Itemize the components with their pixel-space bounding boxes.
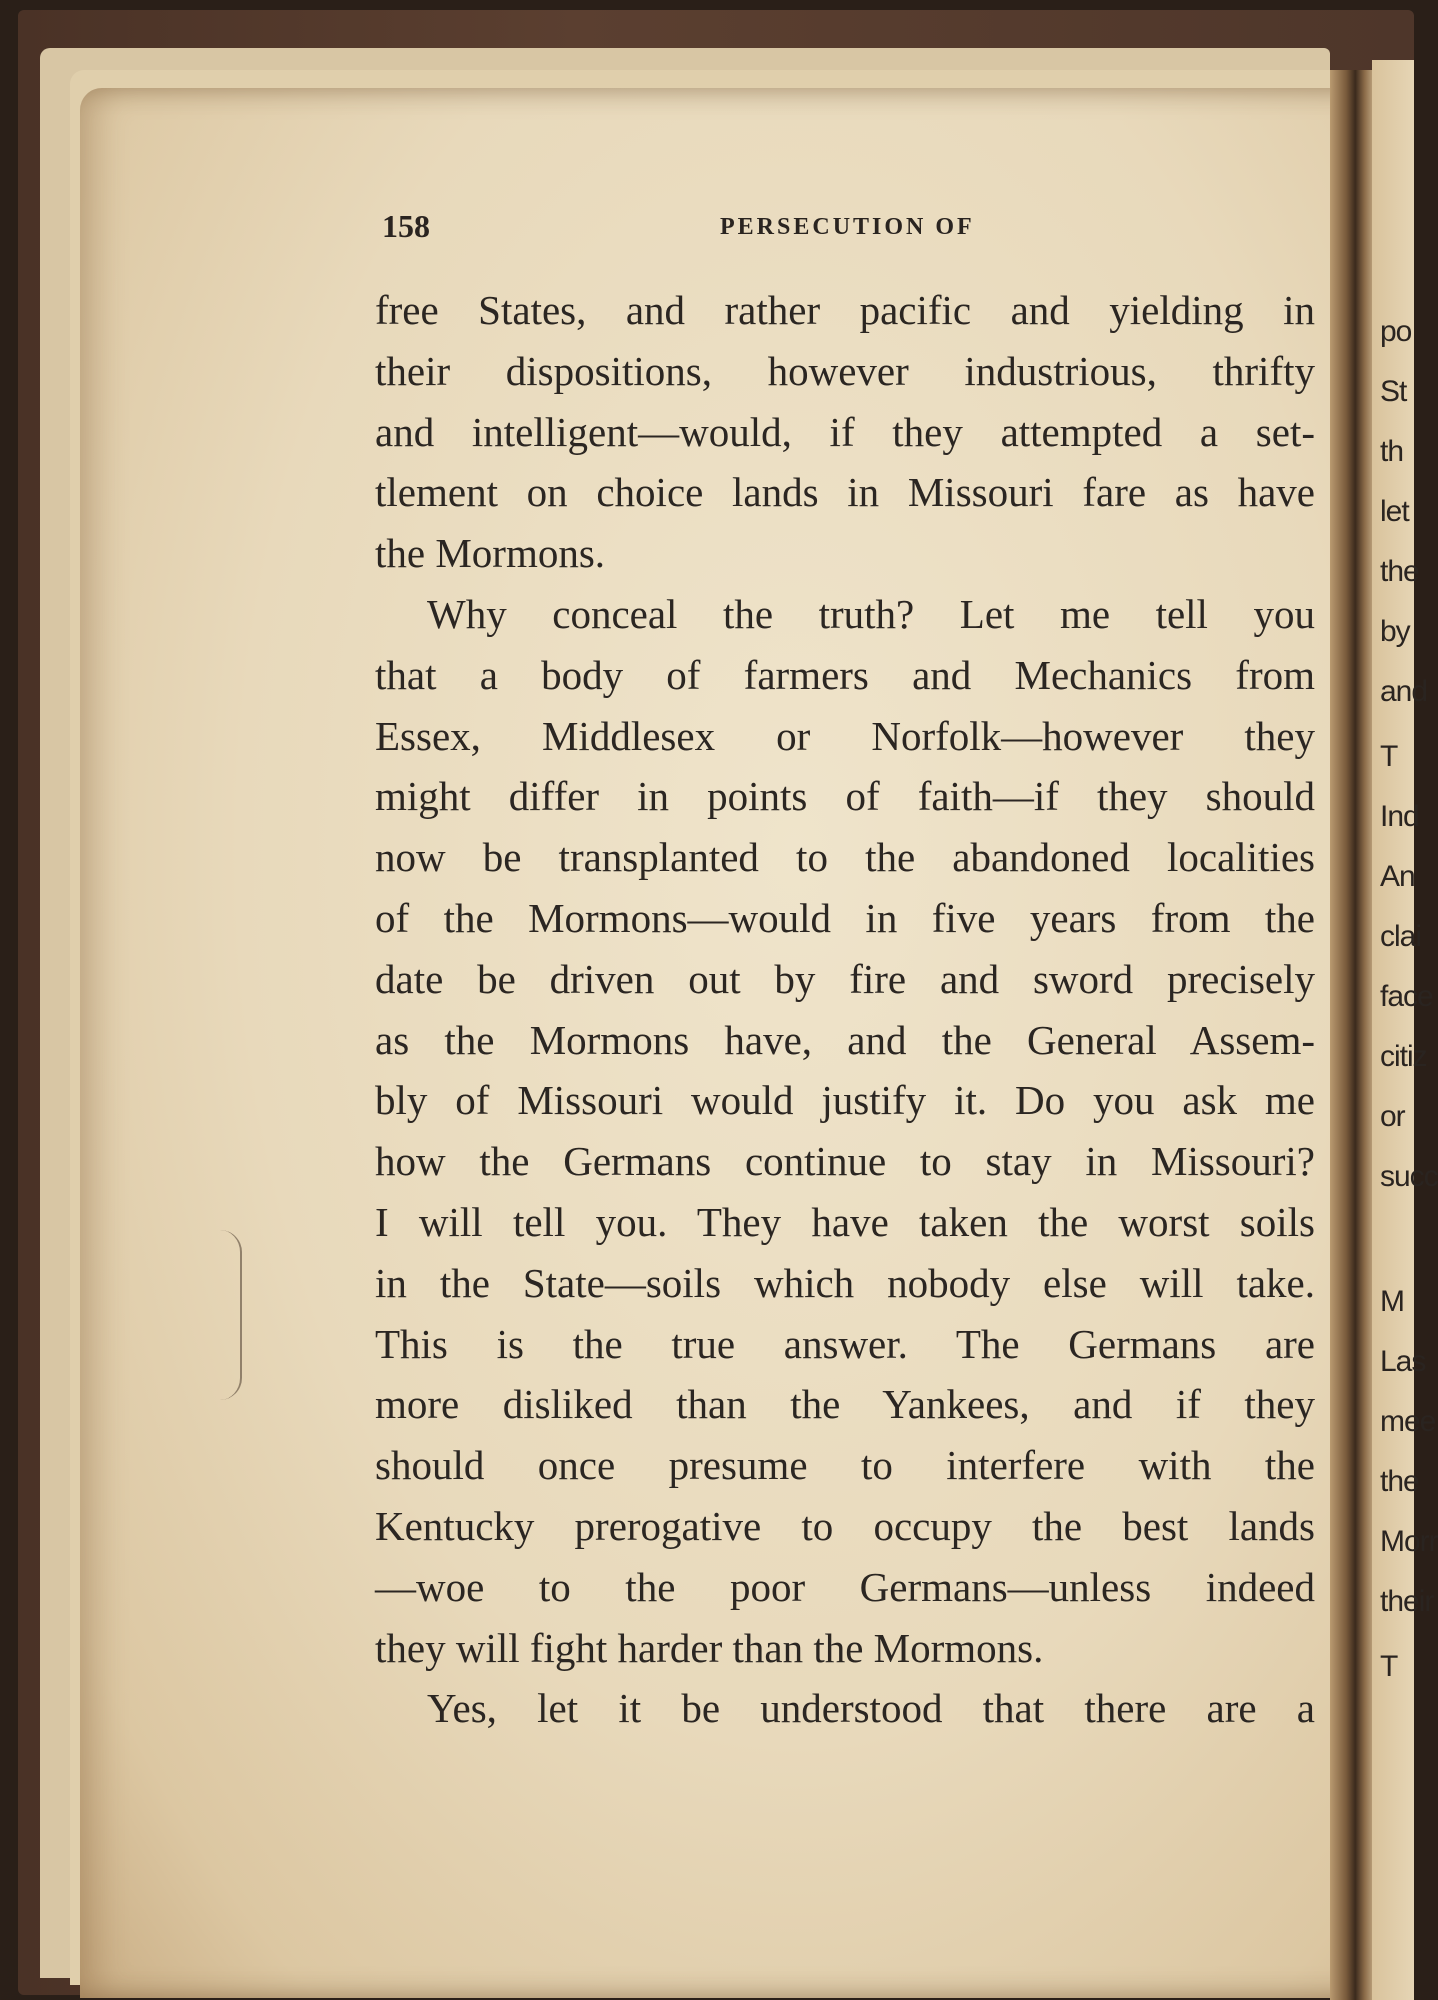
text-line: they will fight harder than the Mormons.: [375, 1624, 1044, 1671]
next-page-fragment: succ: [1380, 1160, 1438, 1193]
page-header: [382, 208, 1382, 248]
next-page-fragment: T: [1380, 1650, 1398, 1683]
next-page-fragment: St: [1380, 375, 1407, 408]
text-line: more disliked than the Yankees, and if they: [375, 1381, 1315, 1428]
next-page-fragment: the: [1380, 555, 1419, 588]
text-line: This is the true answer. The Germans are: [375, 1320, 1315, 1367]
text-line: free States, and rather pacific and yielding in: [375, 287, 1315, 333]
next-page-fragment: clai: [1380, 920, 1422, 953]
next-page-fragment: An: [1380, 860, 1415, 893]
next-page-fragment: Ind: [1380, 800, 1419, 833]
text-line: the Mormons.: [375, 530, 606, 577]
text-line: now be transplanted to the abandoned localities: [375, 834, 1315, 881]
text-line: in the State—soils which nobody else will take.: [375, 1259, 1315, 1306]
next-page-fragment: M: [1380, 1285, 1404, 1318]
text-line: might differ in points of faith—if they should: [375, 773, 1315, 820]
next-page-fragment: and: [1380, 675, 1428, 708]
next-page-sliver: [1372, 60, 1438, 2000]
text-line: date be driven out by fire and sword precisely: [375, 955, 1315, 1002]
text-line: and intelligent—would, if they attempted a set-: [375, 408, 1315, 455]
next-page-fragment: Las: [1380, 1345, 1426, 1378]
text-line: bly of Missouri would justify it. Do you ask me: [375, 1077, 1315, 1124]
text-line: —woe to the poor Germans—unless indeed: [375, 1563, 1315, 1610]
text-line: Kentucky prerogative to occupy the best lands: [375, 1502, 1315, 1549]
next-page-fragment: citiz: [1380, 1040, 1427, 1073]
text-line: of the Mormons—would in five years from the: [375, 894, 1315, 941]
text-line: how the Germans continue to stay in Missouri?: [375, 1138, 1315, 1185]
body-text: [375, 280, 1315, 1739]
next-page-fragment: face: [1380, 980, 1433, 1013]
text-line: tlement on choice lands in Missouri fare as have: [375, 469, 1315, 516]
next-page-fragment: T: [1380, 740, 1398, 773]
page-number: 158: [382, 208, 430, 244]
text-line: Why conceal the truth? Let me tell you: [427, 590, 1315, 637]
page-edge-mark: [220, 1230, 242, 1400]
next-page-fragment: po: [1380, 315, 1412, 348]
next-page-fragment: by: [1380, 615, 1410, 648]
next-page-fragment: Morr: [1380, 1525, 1438, 1558]
text-line: should once presume to interfere with the: [375, 1442, 1315, 1489]
next-page-fragment: their: [1380, 1585, 1434, 1618]
next-page-fragment: or: [1380, 1100, 1405, 1133]
text-line: I will tell you. They have taken the worst soils: [375, 1198, 1315, 1245]
next-page-fragment: th: [1380, 435, 1404, 468]
text-line: Yes, let it be understood that there are a: [427, 1685, 1315, 1732]
running-head: PERSECUTION OF: [720, 214, 975, 240]
next-page-fragment: the: [1380, 1465, 1419, 1498]
next-page-fragment: mee: [1380, 1405, 1436, 1438]
text-line: as the Mormons have, and the General Assem-: [375, 1016, 1315, 1063]
next-page-fragment: let: [1380, 495, 1409, 528]
text-line: Essex, Middlesex or Norfolk—however they: [375, 712, 1315, 759]
text-line: that a body of farmers and Mechanics from: [375, 651, 1315, 698]
book-gutter: [1330, 70, 1376, 2000]
text-line: their dispositions, however industrious, thrifty: [375, 347, 1315, 394]
